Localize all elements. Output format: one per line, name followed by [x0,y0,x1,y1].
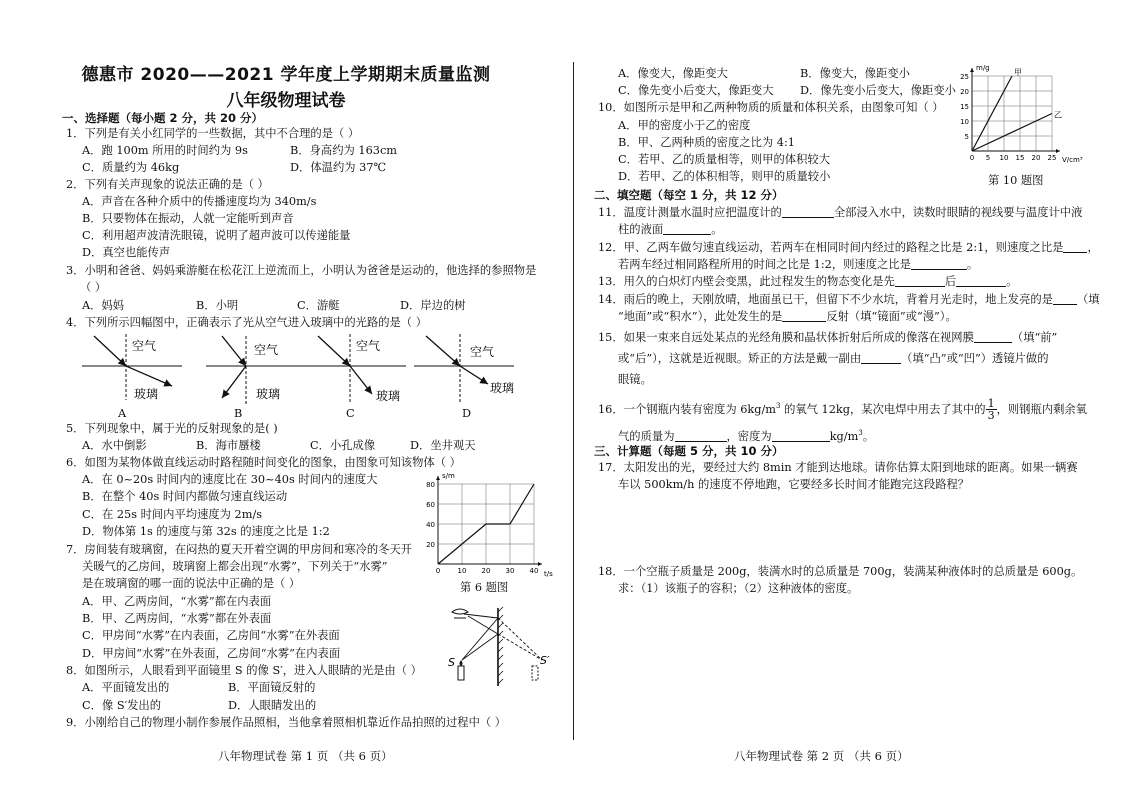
q9-option-b: B．像变大，像距变小 [800,67,910,80]
question-3: 3．小明和爸爸、妈妈乘游艇在松花江上逆流而上，小明认为爸爸是运动的，他选择的参照物是 [66,264,537,277]
q8-mirror-diagram [446,604,550,688]
q4-diagram-b [206,336,306,404]
q12-blank-1[interactable] [1063,240,1087,253]
q14-paren: （填 [1076,293,1100,306]
section-fill-heading: 二、填空题（每空 1 分，共 12 分） [594,188,784,202]
q7-option-d: D．甲房间“水雾”在外表面，乙房间“水雾”在内表面 [82,647,341,660]
question-5: 5．下列现象中，属于光的反射现象的是( ) [66,422,278,435]
q5-option-b: B．海市蜃楼 [196,439,261,452]
right-page [576,0,1146,809]
y-tick-label: 20 [960,88,969,96]
y-tick-label: 25 [960,73,969,81]
q4-label-a: A [118,407,127,420]
x-tick-label: 10 [999,154,1009,162]
q2-option-b: B．只要物体在振动，人就一定能听到声音 [82,212,294,225]
q15-blank-2[interactable] [861,351,901,364]
q1-option-c: C．质量约为 46kg [82,161,180,174]
question-6: 6．如图为某物体做直线运动时路程随时间变化的图象，由图象可知该物体（ ） [66,456,461,469]
q10-option-d: D．若甲、乙的体积相等，则甲的质量较小 [618,170,831,183]
q12-text-b: 若两车经过相同路程所用的时间之比是 1:2，则速度之比是 [618,258,911,271]
q8-s-label: S [448,656,455,669]
question-12 [598,240,1099,256]
q11-text-a: 11．温度计测量水温时应把温度计的 [598,206,782,219]
page-footer-left: 八年物理试卷 第 1 页 （共 6 页） [218,749,393,763]
question-4: 4．下列所示四幅图中，正确表示了光从空气进入玻璃中的光路的是（ ） [66,316,427,329]
q6-option-c: C．在 25s 时间内平均速度为 2m/s [82,508,263,521]
y-tick-label: 5 [964,133,969,141]
q5-option-c: C．小孔成像 [310,439,376,452]
question-15-line3: 眼镜。 [618,373,652,386]
q13-blank-2[interactable] [956,274,1006,287]
q12-comma: ， [1087,241,1099,254]
y-tick-label: 80 [426,481,435,489]
question-2: 2．下列有关声现象的说法正确的是（ ） [66,178,269,191]
x-tick-label: 25 [1047,154,1057,162]
q14-text-a: 14．雨后的晚上，天刚放晴，地面虽已干，但留下不少水坑，背着月光走时，地上发亮的是 [598,293,1053,306]
question-17-line2: 车以 500km/h 的速度不停地跑，它要经多长时间才能跑完这段路程？ [618,478,970,491]
q3-option-b: B．小明 [196,299,239,312]
x-tick-label: 10 [457,567,467,575]
q3-option-a: A．妈妈 [82,299,125,312]
q4-label-c: C [346,407,355,420]
x-tick-label: 40 [529,567,539,575]
series-line-1 [972,76,1012,151]
q13-text-a: 13．用久的白炽灯内壁会变黑，此过程发生的物态变化是先 [598,275,895,288]
q9-option-c: C．像先变小后变大，像距变大 [618,84,774,97]
q13-end: 。 [1006,275,1018,288]
question-7-line2: 关暖气的乙房间，玻璃窗上都会出现“水雾”，下列关于“水雾” [82,560,388,573]
q13-text-b: 后 [944,275,957,288]
q10-option-a: A．甲的密度小于乙的密度 [618,119,751,132]
q16-text-e: ，密度为 [726,429,772,443]
q9-option-d: D．像先变小后变大，像距变小 [800,84,956,97]
question-18-line2: 求：（1）该瓶子的容积；（2）这种液体的密度。 [618,582,859,595]
exam-subtitle: 八年级物理试卷 [226,91,346,111]
q1-option-b: B．身高约为 163cm [290,144,397,157]
exam-title: 德惠市 2020——2021 学年度上学期期末质量监测 [81,65,491,85]
q16-sup-2: 3 [858,429,863,437]
y-tick-label: 60 [426,501,435,509]
q4c-glass-label: 玻璃 [376,389,401,403]
question-13 [598,274,1017,290]
q16-sup: 3 [776,402,781,410]
question-16-line2 [618,425,874,445]
q16-numerator: 1 [987,397,995,411]
x-tick-label: 0 [969,154,975,162]
q6-option-d: D．物体第 1s 的速度与第 32s 的速度之比是 1:2 [82,525,330,538]
y-axis-arrow-icon [436,476,440,480]
q3-paren: （ ） [80,281,107,294]
q16-text-d: 气的质量为 [618,429,675,443]
q13-blank-1[interactable] [895,274,945,287]
q16-text-a: 16．一个钢瓶内装有密度为 6kg/m [598,402,777,416]
x-axis-label: t/s [544,570,553,578]
q8-option-d: D．人眼睛发出的 [228,699,317,712]
q3-option-d: D．岸边的树 [400,299,466,312]
q4-diagram-d [414,334,514,404]
series-label: 乙 [1054,110,1062,120]
q16-text-f: kg/m [829,429,859,443]
x-tick-label: 0 [435,567,441,575]
q16-blank-2[interactable] [772,429,830,442]
question-16 [598,398,1087,421]
q7-option-c: C．甲房间“水雾”在内表面，乙房间“水雾”在外表面 [82,629,340,642]
y-tick-label: 40 [426,521,435,529]
y-axis-arrow-icon [970,68,974,72]
q4a-air-label: 空气 [132,339,157,353]
q7-option-a: A．甲、乙两房间，“水雾”都在内表面 [82,595,272,608]
q4b-air-label: 空气 [254,343,279,357]
question-7-line3: 是在玻璃窗的哪一面的说法中正确的是（ ） [82,577,301,590]
x-tick-label: 20 [481,567,491,575]
q4-label-d: D [462,407,472,420]
question-17: 17．太阳发出的光，要经过大约 8min 才能到达地球。请你估算太阳到地球的距离。如果一辆赛 [598,461,1078,474]
question-1: 1．下列是有关小红同学的一些数据，其中不合理的是（ ） [66,127,360,140]
q12-end: 。 [966,258,979,271]
q5-option-d: D．坐井观天 [410,439,476,452]
q8-option-b: B．平面镜反射的 [228,681,316,694]
q4d-air-label: 空气 [470,345,495,359]
q4-diagrams [78,332,518,412]
q10-option-b: B．甲、乙两种质的密度之比为 4:1 [618,136,795,149]
x-axis-arrow-icon [538,562,542,566]
q7-option-b: B．甲、乙两房间，“水雾”都在外表面 [82,612,272,625]
q8-sprime-label: S′ [540,654,550,667]
q11-blank-2[interactable] [663,222,711,235]
q11-text-b: 全部浸入水中，读数时眼睛的视线要与温度计中液 [833,206,1083,219]
y-tick-label: 10 [960,118,969,126]
q2-option-a: A．声音在各种介质中的传播速度均为 340m/s [82,195,317,208]
q2-option-c: C．利用超声波清洗眼镜，说明了超声波可以传递能量 [82,229,351,242]
q14-blank-1[interactable] [1053,292,1077,305]
question-10: 10．如图所示是甲和乙两种物质的质量和体积关系，由图象可知（ ） [598,101,944,114]
q10-caption: 第 10 题图 [988,174,1044,187]
q15-text-a: 15．如果一束来自远处某点的光经角膜和晶状体折射后所成的像落在视网膜 [598,331,974,344]
q3-option-c: C．游艇 [297,299,340,312]
q4-label-b: B [234,407,243,420]
q16-denominator: 3 [987,409,995,423]
x-axis-label: V/cm³ [1062,156,1083,164]
q9-option-a: A．像变大，像距变大 [618,67,728,80]
q6-option-a: A．在 0~20s 时间内的速度比在 30~40s 时间内的速度大 [82,473,378,486]
left-page [0,0,572,809]
section-choice-heading: 一、选择题（每小题 2 分，共 20 分） [62,111,264,125]
q6-chart [418,470,553,582]
question-14-line2 [618,309,957,325]
q16-text-c: ，则钢瓶内剩余氧 [996,402,1087,416]
q15-text-c: （填“凸”或“凹”）透镜片做的 [901,352,1049,365]
q4d-glass-label: 玻璃 [490,381,515,395]
question-8: 8．如图所示，人眼看到平面镜里 S 的像 S′，进入人眼睛的光是由（ ） [66,664,422,677]
q16-fraction [986,398,997,421]
q8-option-c: C．像 S′发出的 [82,699,162,712]
q4c-air-label: 空气 [356,339,381,353]
q4-diagram-c [306,334,406,404]
q12-blank-2[interactable] [911,257,967,270]
q10-chart [954,60,1084,168]
section-calc-heading: 三、计算题（每题 5 分，共 10 分） [594,444,784,458]
y-axis-label: s/m [442,472,455,480]
q1-option-a: A．跑 100m 所用的时间约为 9s [82,144,248,157]
question-11-line2 [618,222,723,238]
question-18: 18．一个空瓶子质量是 200g，装满水时的总质量是 700g，装满某种液体时的总质量是 600g。 [598,565,1083,578]
q15-text-b: 或“后”），这就是近视眼。矫正的方法是戴一副由 [618,352,862,365]
x-tick-label: 15 [1015,154,1025,162]
question-12-line2 [618,257,978,273]
q11-end: 。 [711,223,723,236]
q1-option-d: D．体温约为 37℃ [290,161,387,174]
q6-option-b: B．在整个 40s 时间内都做匀速直线运动 [82,490,288,503]
question-15 [598,330,1057,346]
question-9: 9．小刚给自己的物理小制作参展作品照相，当他拿着照相机靠近作品拍照的过程中（ ） [66,716,507,729]
q11-text-c: 柱的液面 [618,223,664,236]
question-11 [598,205,1082,221]
question-7: 7．房间装有玻璃窗，在闷热的夏天开着空调的甲房间和寒冷的冬天开 [66,543,413,556]
q15-paren: （填“前” [1011,331,1058,344]
y-tick-label: 20 [426,541,435,549]
q12-text-a: 12．甲、乙两车做匀速直线运动，若两车在相同时间内经过的路程之比是 2:1，则速度之比是 [598,241,1064,254]
q4a-glass-label: 玻璃 [134,387,159,401]
q2-option-d: D．真空也能传声 [82,246,171,259]
q4-diagram-a [82,334,182,401]
q14-blank-2[interactable] [782,309,826,322]
q6-caption: 第 6 题图 [460,581,509,594]
page-divider [573,62,574,740]
q8-option-a: A．平面镜发出的 [82,681,170,694]
x-tick-label: 5 [985,154,991,162]
q14-text-c: 反射（填“镜面”或“漫”）。 [826,310,957,323]
q4b-glass-label: 玻璃 [256,387,281,401]
q5-option-a: A．水中倒影 [82,439,147,452]
y-tick-label: 15 [960,103,969,111]
q14-text-b: “地面”或“积水”），此处发生的是 [618,310,783,323]
q15-blank-1[interactable] [974,330,1012,343]
series-label: 甲 [1014,68,1022,77]
x-tick-label: 20 [1031,154,1041,162]
q16-end: 。 [862,429,875,443]
page-footer-right: 八年物理试卷 第 2 页 （共 6 页） [734,749,909,763]
q16-text-b: 的氧气 12kg，某次电焊中用去了其中的 [780,402,986,416]
q16-blank-1[interactable] [675,429,727,442]
x-axis-arrow-icon [1056,149,1060,153]
q10-option-c: C．若甲、乙的质量相等，则甲的体积较大 [618,153,830,166]
q11-blank-1[interactable] [782,205,834,218]
question-15-line2 [618,351,1049,367]
y-axis-label: m/g [976,64,990,72]
series-line-2 [972,114,1052,152]
eye-icon [452,609,468,614]
x-tick-label: 30 [505,567,515,575]
question-14 [598,292,1100,308]
